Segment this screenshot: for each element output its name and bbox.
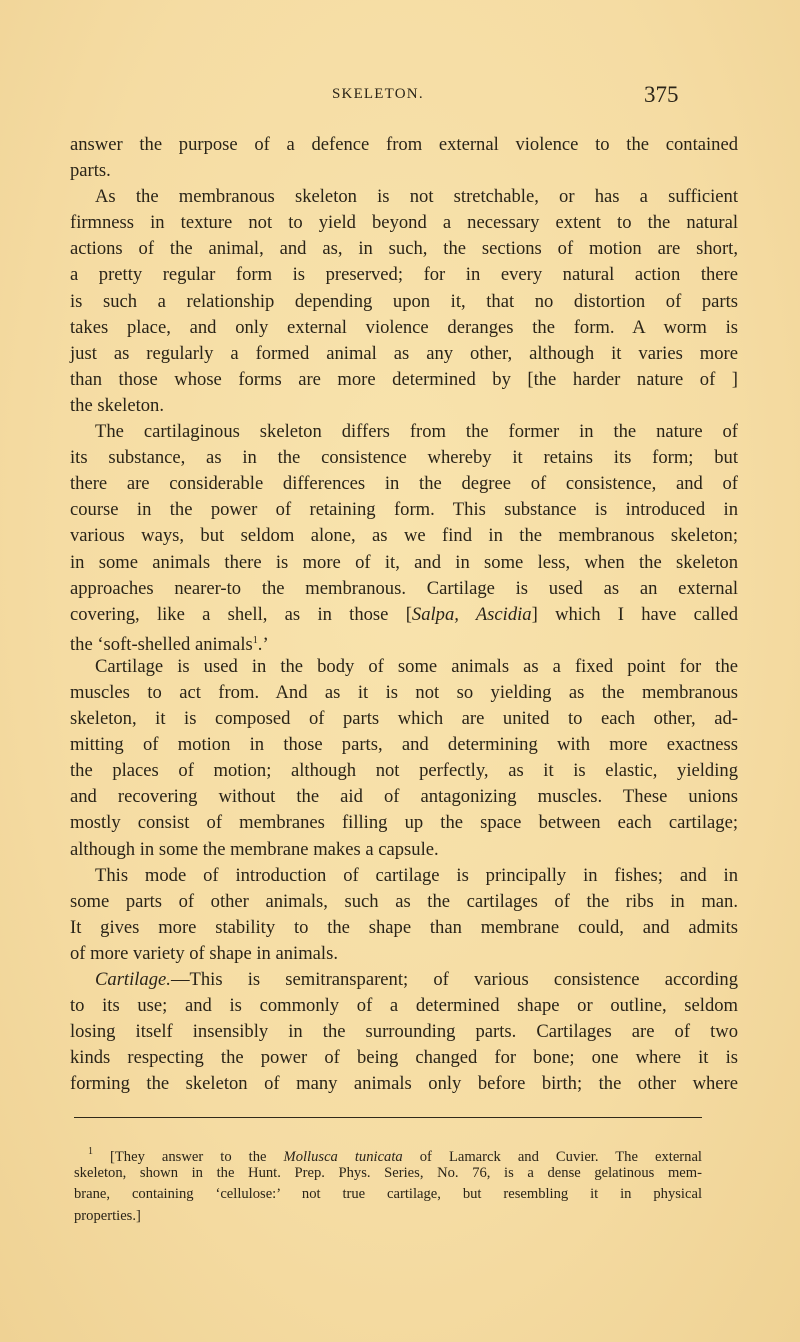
text-segment: [They answer to the [93, 1149, 284, 1165]
text-line [70, 236, 738, 262]
text-segment: its substance, as in the consistence whereby it retains its form; but [70, 447, 738, 469]
text-segment: takes place, and only external violence deranges the form. A worm is [70, 316, 738, 338]
text-segment: approaches nearer-to the membranous. Cartilage is used as an external [70, 577, 738, 599]
text-segment: than those whose forms are more determined by [the harder nature of ] [70, 368, 738, 390]
footnote-line [74, 1141, 702, 1163]
text-segment: properties.] [74, 1207, 141, 1224]
text-segment: there are considerable differences in the degree of consistence, and of [70, 473, 738, 495]
text-segment: some parts of other animals, such as the cartilages of the ribs in man. [70, 890, 738, 912]
italic-text: Cartilage. [95, 969, 171, 990]
text-line [70, 993, 738, 1019]
italic-text: Mollusca tunicata [283, 1149, 403, 1165]
footnote-line [74, 1163, 702, 1185]
text-segment: answer the purpose of a defence from external violence to the contained [70, 134, 738, 155]
text-segment: the skeleton. [70, 394, 164, 416]
text-segment: losing itself insensibly in the surrounding parts. Cartilages are of two [70, 1021, 738, 1043]
text-segment: parts. [70, 160, 111, 182]
text-segment: kinds respecting the power of being changed for bone; one where it is [70, 1047, 738, 1069]
text-line [70, 784, 738, 810]
text-line [70, 576, 738, 602]
text-line [70, 837, 738, 863]
text-line [70, 341, 738, 367]
text-line [70, 393, 738, 419]
text-line [70, 967, 738, 993]
text-segment: of Lamarck and Cuvier. The external [402, 1149, 702, 1165]
text-line [70, 863, 738, 889]
text-line [70, 419, 738, 445]
text-line [70, 889, 738, 915]
footnote-line [74, 1184, 702, 1206]
text-line [70, 654, 738, 680]
text-segment: As the membranous skeleton is not stretchable, or has a sufficient [95, 186, 738, 208]
text-segment: actions of the animal, and as, in such, the sections of motion are short, [70, 238, 738, 260]
text-segment: forming the skeleton of many animals only before birth; the other where [70, 1073, 738, 1095]
text-segment: and recovering without the aid of antagonizing muscles. These unions [70, 786, 738, 808]
running-head [0, 82, 800, 110]
text-line [70, 132, 738, 158]
footnote-rule [74, 1117, 702, 1118]
text-line [70, 810, 738, 836]
text-line [70, 732, 738, 758]
footnote-line [74, 1206, 702, 1228]
text-line [70, 315, 738, 341]
text-line [70, 941, 738, 967]
text-line [70, 367, 738, 393]
text-segment: mostly consist of membranes filling up the space between each cartilage; [70, 812, 738, 834]
text-segment: muscles to act from. And as it is not so yielding as the membranous [70, 681, 738, 703]
text-segment: —This is semitransparent; of various consistence according [170, 969, 738, 990]
page-number: 375 [644, 82, 679, 107]
text-line [70, 758, 738, 784]
text-segment: in some animals there is more of it, and in some less, when the skeleton [70, 551, 738, 573]
text-line [70, 497, 738, 523]
text-segment: the ‘soft-shelled animals [70, 633, 253, 655]
text-line [70, 289, 738, 315]
text-segment: various ways, but seldom alone, as we find in the membranous skeleton; [70, 525, 738, 547]
text-line [70, 158, 738, 184]
text-segment: Cartilage is used in the body of some animals as a fixed point for the [95, 655, 738, 677]
text-segment: covering, like a shell, as in those [ [70, 603, 412, 625]
text-line [70, 628, 738, 654]
text-segment: is such a relationship depending upon it, that no distortion of parts [70, 290, 738, 312]
text-segment: of more variety of shape in animals. [70, 942, 338, 964]
text-segment: a pretty regular form is preserved; for in every natural action there [70, 264, 738, 286]
text-segment: mitting of motion in those parts, and determining with more exactness [70, 734, 738, 756]
footnote-marker: 1 [88, 1146, 93, 1157]
body-text [70, 132, 738, 1097]
text-line [70, 915, 738, 941]
text-segment: although in some the membrane makes a capsule. [70, 838, 439, 860]
text-line [70, 262, 738, 288]
running-head-title: SKELETON. [332, 86, 424, 102]
footnote-marker: 1 [252, 634, 258, 646]
text-line [70, 1045, 738, 1071]
text-line [70, 1071, 738, 1097]
text-line [70, 706, 738, 732]
text-segment: to its use; and is commonly of a determined shape or outline, seldom [70, 995, 738, 1017]
text-line [70, 210, 738, 236]
text-line [70, 680, 738, 706]
text-segment: .’ [257, 633, 269, 655]
text-segment: This mode of introduction of cartilage is principally in fishes; and in [95, 864, 738, 886]
text-segment: skeleton, it is composed of parts which are united to each other, ad- [70, 708, 738, 730]
text-segment: course in the power of retaining form. This substance is introduced in [70, 499, 738, 521]
text-segment: just as regularly a formed animal as any other, although it varies more [70, 342, 738, 364]
text-segment: It gives more stability to the shape than membrane could, and admits [70, 916, 738, 938]
text-segment: brane, containing ‘cellulose:’ not true cartilage, but resembling it in physical [74, 1186, 702, 1202]
text-segment: the places of motion; although not perfectly, as it is elastic, yielding [70, 760, 738, 782]
text-line [70, 602, 738, 628]
footnote [74, 1141, 702, 1227]
text-line [70, 184, 738, 210]
text-segment: ] which I have called [531, 603, 739, 625]
text-line [70, 471, 738, 497]
text-line [70, 445, 738, 471]
text-segment: The cartilaginous skeleton differs from the former in the nature of [95, 421, 738, 443]
text-segment: firmness in texture not to yield beyond a necessary extent to the natural [70, 212, 738, 234]
italic-text: Salpa, Ascidia [411, 603, 532, 625]
text-line [70, 550, 738, 576]
text-segment: skeleton, shown in the Hunt. Prep. Phys. Series, No. 76, is a dense gelatinous mem- [74, 1164, 702, 1181]
text-line [70, 1019, 738, 1045]
text-line [70, 523, 738, 549]
